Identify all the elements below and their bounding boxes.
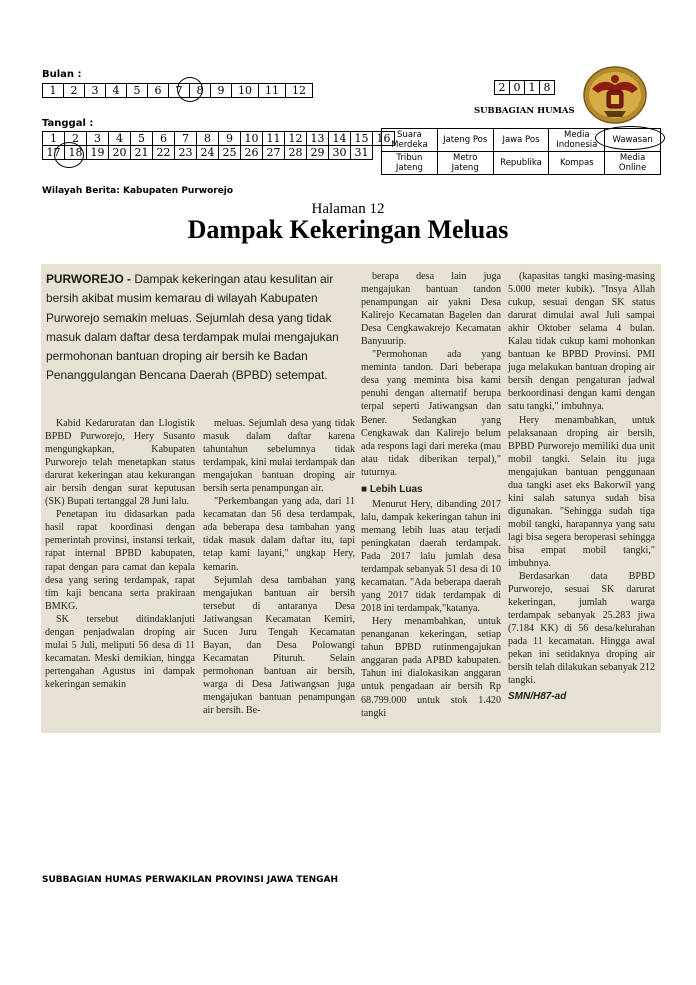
wilayah-berita: Wilayah Berita: Kabupaten Purworejo	[42, 186, 234, 196]
lead-dateline: PURWOREJO -	[46, 272, 132, 286]
newspaper-clipping	[41, 264, 661, 733]
tanggal-cell: 14	[329, 132, 351, 146]
author-code: SMN/H87-ad	[508, 690, 567, 702]
tanggal-label: Tanggal :	[42, 118, 94, 129]
tanggal-cell: 16	[373, 132, 395, 146]
bulan-cell: 4	[106, 84, 127, 98]
tanggal-cell: 7	[175, 132, 197, 146]
paragraph: Sejumlah desa tambahan yang mengajukan bantuan air bersih tersebut di antaranya Desa Jatiwangsan Kecamatan Kemiri, Sucen Juru Tengah Kecamatan Bayan, dan Desa Polowangi Kecamatan Pituruh. Selain permohonan bantuan air bersih, warga di Desa Jatiwangsan juga mengajukan bantuan penampungan air bersih. Be-	[203, 574, 355, 717]
media-cell: Media Online	[605, 152, 661, 175]
subheading-text: Lebih Luas	[369, 483, 423, 495]
media-cell: Wawasan	[605, 129, 661, 152]
tanggal-cell: 11	[263, 132, 285, 146]
bulan-cell: 2	[64, 84, 85, 98]
paragraph: (kapasitas tangki masing-masing 5.000 meter kubik). "Insya Allah cukup, sesuai dengan SK status darurat dimulai awal Juli sampai akhir Oktober selama 4 bulan. Kalau tidak cukup kami mohonkan bantuan ke BPBD Provinsi. PMI juga melakukan bantuan droping air bersih dengan pengaturan jadwal berkoordinasi dengan kami dengan satu tangki," imbuhnya.	[508, 271, 655, 413]
paragraph: meluas. Sejumlah desa yang tidak masuk dalam daftar karena tahuntahun sebelumnya tidak terdampak, kini mulai terdampak dan mengajukan bantuan droping air bersih serta penampungan air.	[203, 418, 355, 495]
article-lead	[46, 270, 356, 386]
paragraph: "Permohonan ada yang meminta tandon. Dari beberapa desa yang meminta bisa kami penuhi dengan alternatif berupa terpal seperti Jatiwangsan dan Bener. Sedangkan yang Cengkawak dan Kalirejo belum ada respons lagi dari mereka (mau atau tidak diberikan terpal)," tuturnya.	[361, 349, 501, 478]
paragraph: berapa desa lain juga mengajukan bantuan tandon penampungan air yakni Desa Kalirejo Kecamatan Bagelen dan Desa Cengkawakrejo Kecamatan Banyuurip.	[361, 271, 501, 348]
article-column-1	[45, 417, 195, 691]
media-cell: Metro Jateng	[437, 152, 493, 175]
media-cell: Media Indonesia	[549, 129, 605, 152]
media-cell: Jawa Pos	[493, 129, 549, 152]
media-table	[381, 128, 661, 175]
tanggal-cell: 25	[219, 146, 241, 160]
bulan-cell: 10	[232, 84, 259, 98]
paragraph: Berdasarkan data BPBD Purworejo, sesuai SK darurat kekeringan, jumlah warga terdampak sebanyak 25.283 jiwa (7.184 KK) di 56 desa/kelurahan pada 11 kecamatan. Hingga awal pekan ini setidaknya droping air bersih telah dilakukan sebanyak 212 tangki.	[508, 571, 655, 687]
year-box	[494, 80, 555, 95]
tanggal-cell: 22	[153, 146, 175, 160]
tanggal-cell: 26	[241, 146, 263, 160]
tanggal-cell: 18	[65, 146, 87, 160]
tanggal-cell: 15	[351, 132, 373, 146]
tanggal-cell: 3	[87, 132, 109, 146]
bulan-cell: 9	[211, 84, 232, 98]
year-digit: 2	[495, 81, 510, 95]
paragraph: SK tersebut ditindaklanjuti dengan penjadwalan droping air mulai 5 Juli, meliputi 56 desa di 11 kecamatan. Meski demikian, hingga pertengahan Agustus ini dampak kekeringan semakin	[45, 613, 195, 690]
subheading-square-icon: ■	[361, 483, 370, 495]
page-number: Halaman 12	[311, 201, 385, 217]
paragraph: Penetapan itu didasarkan pada hasil rapat koordinasi dengan pemerintah provinsi, instansi terkait, rapat internal BPBD kabupaten, rapat dengan para camat dan kepala desa yang sering terdampak, rapat tim kaji bencana serta prakiraan BMKG.	[45, 509, 195, 612]
footer-label: SUBBAGIAN HUMAS PERWAKILAN PROVINSI JAWA TENGAH	[42, 875, 339, 885]
tanggal-cell: 29	[307, 146, 329, 160]
article-column-4	[508, 270, 655, 703]
tanggal-cell: 21	[131, 146, 153, 160]
media-cell: Suara Merdeka	[382, 129, 438, 152]
bulan-cell: 1	[43, 84, 64, 98]
tanggal-cell: 2	[65, 132, 87, 146]
coat-of-arms-logo	[582, 65, 648, 125]
media-cell: Jateng Pos	[437, 129, 493, 152]
tanggal-cell: 5	[131, 132, 153, 146]
bulan-cell: 5	[127, 84, 148, 98]
tanggal-cell: 13	[307, 132, 329, 146]
year-digit: 1	[525, 81, 540, 95]
bulan-cell: 6	[148, 84, 169, 98]
bulan-cell: 7	[169, 84, 190, 98]
article-column-3	[361, 270, 501, 720]
tanggal-cell: 1	[43, 132, 65, 146]
year-digit: 0	[510, 81, 525, 95]
bulan-cell: 8	[190, 84, 211, 98]
tanggal-cell: 17	[43, 146, 65, 160]
media-cell: Kompas	[549, 152, 605, 175]
media-cell: Tribun Jateng	[382, 152, 438, 175]
tanggal-cell: 10	[241, 132, 263, 146]
tanggal-cell: 24	[197, 146, 219, 160]
bulan-cell: 12	[286, 84, 313, 98]
article-column-2	[203, 417, 355, 717]
paragraph: "Perkembangan yang ada, dari 11 kecamatan dan 56 desa terdampak, ada beberapa desa tambahan yang tidak masuk dalam daftar itu, tapi tetap kami layani," ungkap Hery, kemarin.	[203, 496, 355, 573]
paragraph: Hery menambahkan, untuk penanganan kekeringan, setiap tahun BPBD rutinmengajukan anggaran pada APBD kabupaten. Tahun ini dialokasikan anggaran untuk pengadaan air bersih Rp 68.799.000 untuk stok 1.420 tangki	[361, 616, 501, 719]
tanggal-cell: 4	[109, 132, 131, 146]
paragraph: Menurut Hery, dibanding 2017 lalu, dampak kekeringan tahun ini memang lebih luas atau terjadi peningkatan daerah terdampak. Pada 2017 lalu jumlah desa terdampak sebanyak 51 desa di 10 kecamatan. "Ada beberapa daerah yang 2017 tidak terdampak di 2018 ini terdampak,"katanya.	[361, 498, 501, 615]
paragraph: Kabid Kedaruratan dan Llogistik BPBD Purworejo, Hery Susanto mengungkapkan, Kabupaten Purworejo telah menetapkan status darurat kekeringan atau kekurangan air bersih dengan surat keputusan (SK) Bupati tertanggal 28 Juni lalu.	[45, 418, 195, 508]
bulan-label: Bulan :	[42, 69, 82, 80]
tanggal-cell: 23	[175, 146, 197, 160]
bulan-cell: 3	[85, 84, 106, 98]
tanggal-cell: 28	[285, 146, 307, 160]
tanggal-cell: 6	[153, 132, 175, 146]
bulan-cell: 11	[259, 84, 286, 98]
tanggal-cell: 12	[285, 132, 307, 146]
subheading	[361, 483, 501, 496]
paragraph: Hery menambahkan, untuk pelaksanaan droping air bersih, BPBD Purworejo memiliki dua unit mobil tangki. Selain itu juga mengajukan bantuan penggunaan dua tangki aset eks Bakorwil yang kini salah satunya sudah bisa digunakan. "Sehingga sudah tiga mobil tangki, harapannya yang satu lagi bisa segera beroperasi sehingga bisa empat mobil tangki," imbuhnya.	[508, 414, 655, 570]
media-cell: Republika	[493, 152, 549, 175]
tanggal-cell: 19	[87, 146, 109, 160]
tanggal-cell: 9	[219, 132, 241, 146]
tanggal-cell: 8	[197, 132, 219, 146]
lead-text: Dampak kekeringan atau kesulitan air bersih akibat musim kemarau di wilayah Kabupaten Purworejo semakin meluas. Sejumlah desa yang tidak masuk dalam daftar desa terdampak mulai mengajukan permohonan bantuan droping air bersih ke Badan Penanggulangan Bencana Daerah (BPBD) setempat.	[46, 272, 339, 383]
tanggal-table	[42, 131, 395, 160]
tanggal-cell: 20	[109, 146, 131, 160]
year-digit: 8	[540, 81, 555, 95]
subbagian-humas-label: SUBBAGIAN HUMAS	[474, 106, 575, 116]
tanggal-cell: 31	[351, 146, 373, 160]
bulan-table	[42, 83, 313, 98]
tanggal-cell: 27	[263, 146, 285, 160]
tanggal-cell: 30	[329, 146, 351, 160]
article-headline: Dampak Kekeringan Meluas	[187, 215, 509, 244]
